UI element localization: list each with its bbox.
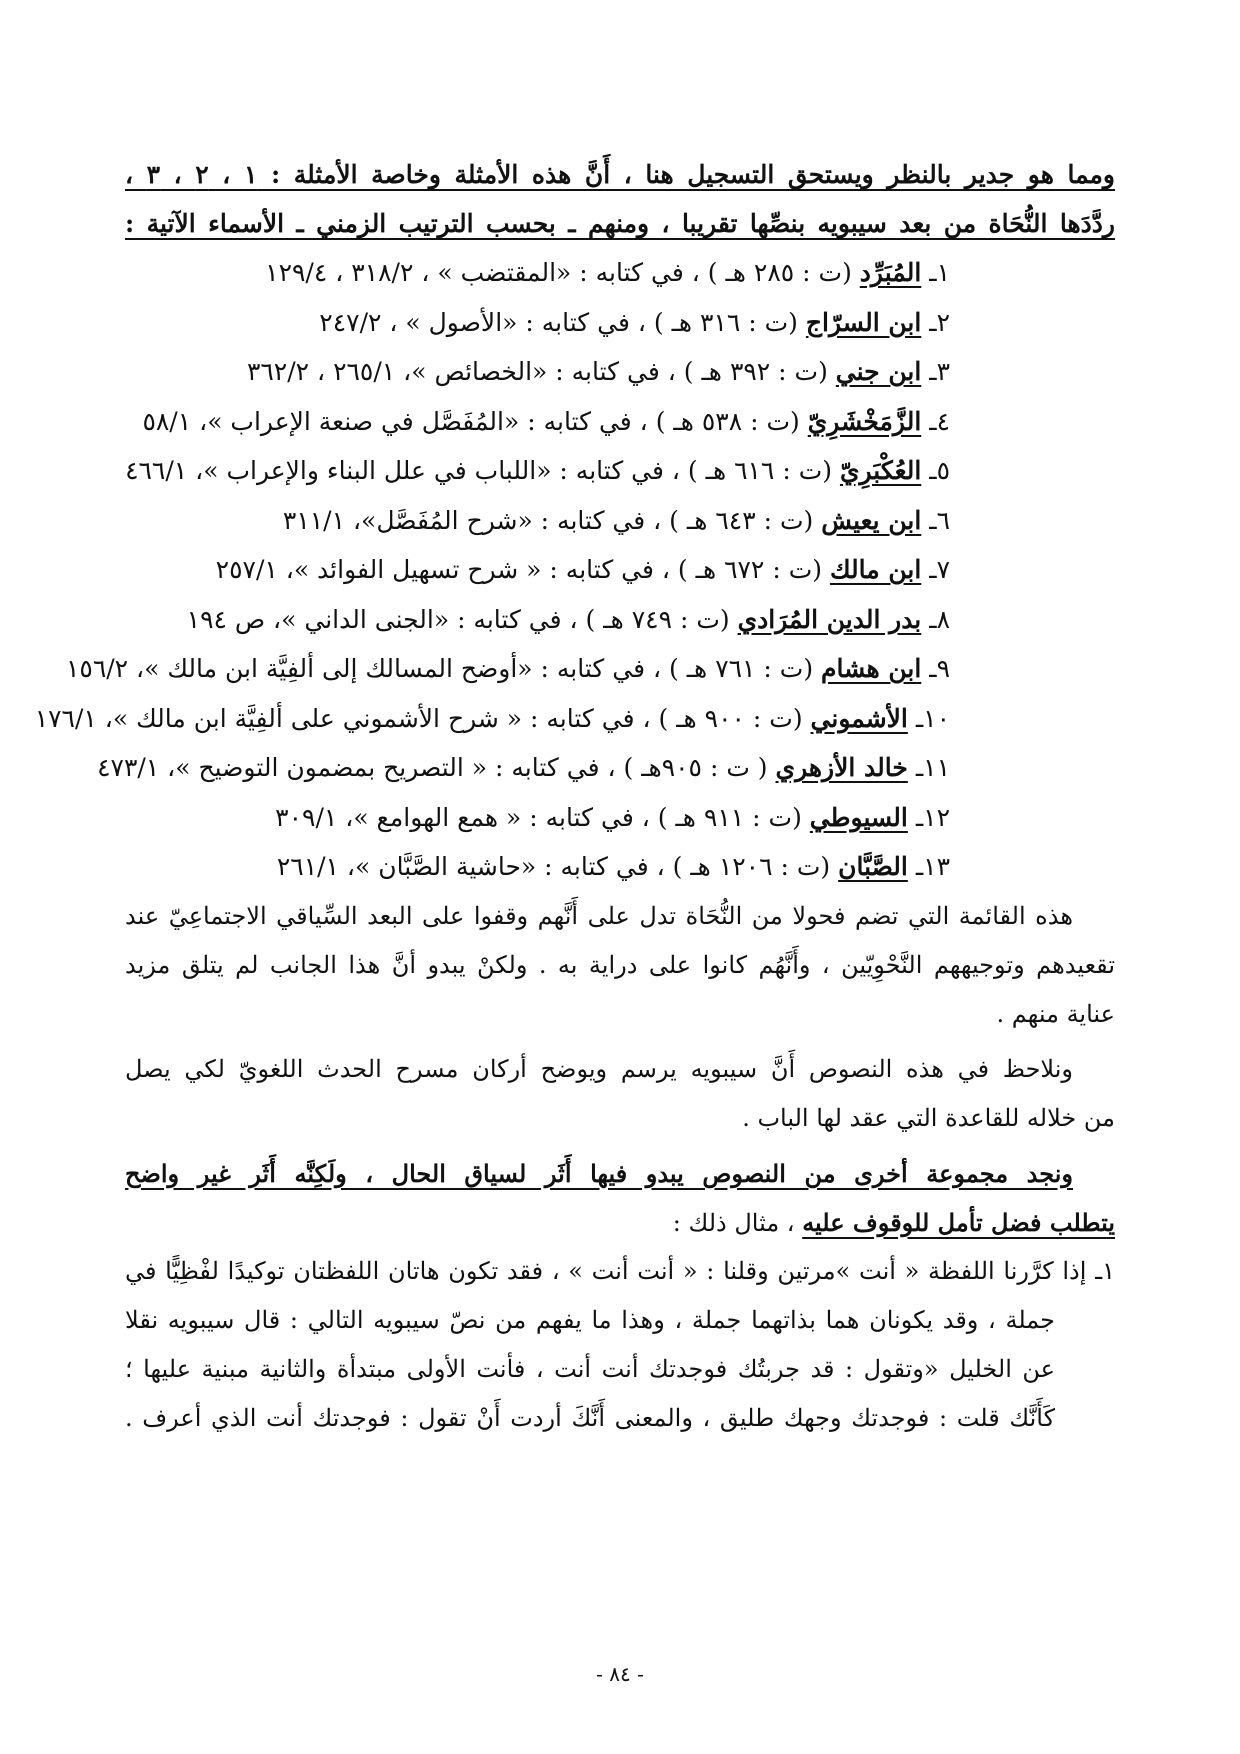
list-item-details: ( ت : ٩٠٥هـ ) ، في كتابه : « التصريح بمضمون التوضيح »، ٤٧٣/١: [97, 753, 768, 782]
example-1: [125, 1247, 1115, 1443]
list-item: [125, 446, 1115, 496]
list-item-number: ٣ـ: [929, 357, 950, 386]
list-item-details: (ت : ٣٩٢ هـ ) ، في كتابه : «الخصائص »، ٢٦٥/١ ، ٣٦٢/٢: [246, 357, 828, 386]
list-item-number: ٤ـ: [929, 406, 950, 436]
document-page: [34, 150, 1115, 1443]
list-item: [125, 545, 1115, 595]
list-item: [125, 397, 1115, 447]
list-item: [97, 743, 1115, 793]
paragraph-1-line-3: عناية منهم .: [996, 999, 1115, 1028]
list-item-details: (ت : ٦٤٣ هـ ) ، في كتابه : «شرح المُفَصَّل»، ٣١١/١: [282, 505, 814, 535]
example-1-line-2: جملة ، وقد يكونان هما بذاتهما جملة ، وهذا ما يفهم من نصّ سيبويه التالي : قال سيبويه نقلا: [125, 1305, 1055, 1334]
list-item: [125, 298, 1115, 348]
list-item-details: (ت : ٩١١ هـ ) ، في كتابه : « همع الهوامع »، ٣٠٩/١: [275, 802, 802, 832]
list-item: [34, 694, 1115, 744]
list-item-number: ٩ـ: [929, 654, 950, 683]
intro-line-2: ردَّدَها النُّحَاة من بعد سيبويه بنصِّها تقريبا ، ومنهم ـ بحسب الترتيب الزمني ـ الأسماء الآتية :: [125, 209, 1115, 238]
list-item-details: (ت : ٧٦١ هـ ) ، في كتابه : «أوضح المسالك إلى ألفِيَّة ابن مالك »، ١٥٦/٢: [65, 654, 814, 683]
list-item-number: ٦ـ: [929, 505, 950, 535]
paragraph-1: [125, 892, 1115, 1039]
list-item-name: خالد الأزهري: [775, 753, 908, 782]
grammarians-list: [34, 248, 1115, 892]
paragraph-3: [125, 1149, 1115, 1247]
list-item-name: ابن هشام: [821, 654, 922, 683]
example-1-line-3: عن الخليل «وتقول : قد جربتُك فوجدتك أنت أنت ، فأنت الأولى مبتدأة والثانية مبنية عليها ؛: [125, 1354, 1055, 1383]
list-item-name: الصَّبَّان: [838, 852, 908, 881]
list-item-name: ابن يعيش: [821, 505, 922, 535]
page-number: - ٨٤ -: [596, 1662, 644, 1686]
list-item-details: (ت : ٢٨٥ هـ ) ، في كتابه : «المقتضب » ، ٣١٨/٢ ، ١٢٩/٤: [265, 258, 852, 287]
list-item-details: (ت : ٦١٦ هـ ) ، في كتابه : «اللباب في علل البناء والإعراب »، ٤٦٦/١: [125, 456, 832, 485]
list-item-name: ابن جني: [835, 357, 922, 386]
list-item-name: بدر الدين المُرَادي: [737, 604, 922, 634]
list-item: [125, 496, 1115, 546]
list-item: [125, 793, 1115, 843]
list-item: [125, 595, 1115, 645]
list-item-number: ١ـ: [929, 258, 950, 287]
paragraph-2-line-2: من خلاله للقاعدة التي عقد لها الباب .: [742, 1103, 1115, 1132]
list-item-number: ٢ـ: [929, 307, 950, 337]
paragraph-3-rest: ، مثال ذلك :: [672, 1208, 795, 1237]
list-item: [125, 248, 1115, 298]
paragraph-1-line-1: هذه القائمة التي تضم فحولا من النُّحَاة تدل على أَنَّهم وقفوا على البعد السِّياقي الاجتماعِيّ عند: [125, 901, 1073, 930]
list-item-number: ١٠ـ: [915, 703, 950, 733]
list-item-number: ١٢ـ: [915, 802, 950, 832]
example-1-line-1: ١ـ إذا كرَّرنا اللفظة « أنت »مرتين وقلنا : « أنت أنت » ، فقد تكون هاتان اللفظتان توكيدًا لفْظِيًّا في: [125, 1256, 1115, 1285]
list-item-name: الزَّمَخْشَرِيّ: [807, 406, 922, 436]
paragraph-3-line-1: ونجد مجموعة أخرى من النصوص يبدو فيها أَثَر لسياق الحال ، ولَكِنَّه أَثَر غير واضح: [125, 1158, 1073, 1188]
list-item-name: الأشموني: [810, 703, 908, 733]
list-item: [125, 842, 1115, 892]
list-item-details: (ت : ٥٣٨ هـ ) ، في كتابه : «المُفَصَّل في صنعة الإعراب »، ٥٨/١: [142, 406, 800, 436]
list-item-details: (ت : ٣١٦ هـ ) ، في كتابه : «الأصول » ، ٢٤٧/٢: [319, 307, 798, 337]
paragraph-2: [125, 1045, 1115, 1143]
paragraph-3-line-2: [125, 1198, 1115, 1247]
list-item-number: ٨ـ: [929, 604, 950, 634]
list-item-details: (ت : ٩٠٠ هـ ) ، في كتابه : « شرح الأشموني على ألفِيَّة ابن مالك »، ١٧٦/١: [34, 703, 803, 733]
list-item-details: (ت : ١٢٠٦ هـ ) ، في كتابه : «حاشية الصَّبَّان »، ٢٦١/١: [276, 852, 831, 881]
paragraph-3-emphasis: يتطلب فضل تأمل للوقوف عليه: [802, 1207, 1115, 1237]
paragraph-1-line-2: تقعيدهم وتوجيههم النَّحْوِيّين ، وأَنَّهُم كانوا على دراية به . ولكنْ يبدو أنَّ هذا الجانب لم يتلق مزيد: [125, 950, 1115, 979]
list-item-name: السيوطي: [809, 802, 908, 832]
paragraph-2-line-1: ونلاحظ في هذه النصوص أَنَّ سيبويه يرسم ويوضح أركان مسرح الحدث اللغويّ لكي يصل: [125, 1054, 1073, 1083]
list-item-name: ابن مالك: [829, 555, 922, 584]
list-item-number: ٥ـ: [929, 456, 950, 485]
intro-line-1: ومما هو جدير بالنظر ويستحق التسجيل هنا ، أَنَّ هذه الأمثلة وخاصة الأمثلة : ١ ، ٢ ، ٣ ،: [125, 160, 1115, 189]
list-item-details: (ت : ٧٤٩ هـ ) ، في كتابه : «الجنى الداني »، ص ١٩٤: [186, 604, 730, 634]
list-item-number: ١٣ـ: [915, 852, 950, 881]
example-1-line-4: كَأَنَّك قلت : فوجدتك وجهك طليق ، والمعنى أَنَّكَ أردت أَنْ تقول : فوجدتك أنت الذي أعرف .: [125, 1403, 1055, 1432]
list-item: [65, 644, 1115, 694]
list-item-number: ٧ـ: [929, 555, 950, 584]
list-item-number: ١١ـ: [915, 753, 950, 782]
list-item: [125, 347, 1115, 397]
list-item-name: المُبَرِّد: [859, 258, 922, 287]
list-item-name: العُكْبَرِيّ: [839, 456, 922, 485]
list-item-name: ابن السرّاج: [805, 307, 922, 337]
list-item-details: (ت : ٦٧٢ هـ ) ، في كتابه : « شرح تسهيل الفوائد »، ٢٥٧/١: [215, 555, 822, 584]
